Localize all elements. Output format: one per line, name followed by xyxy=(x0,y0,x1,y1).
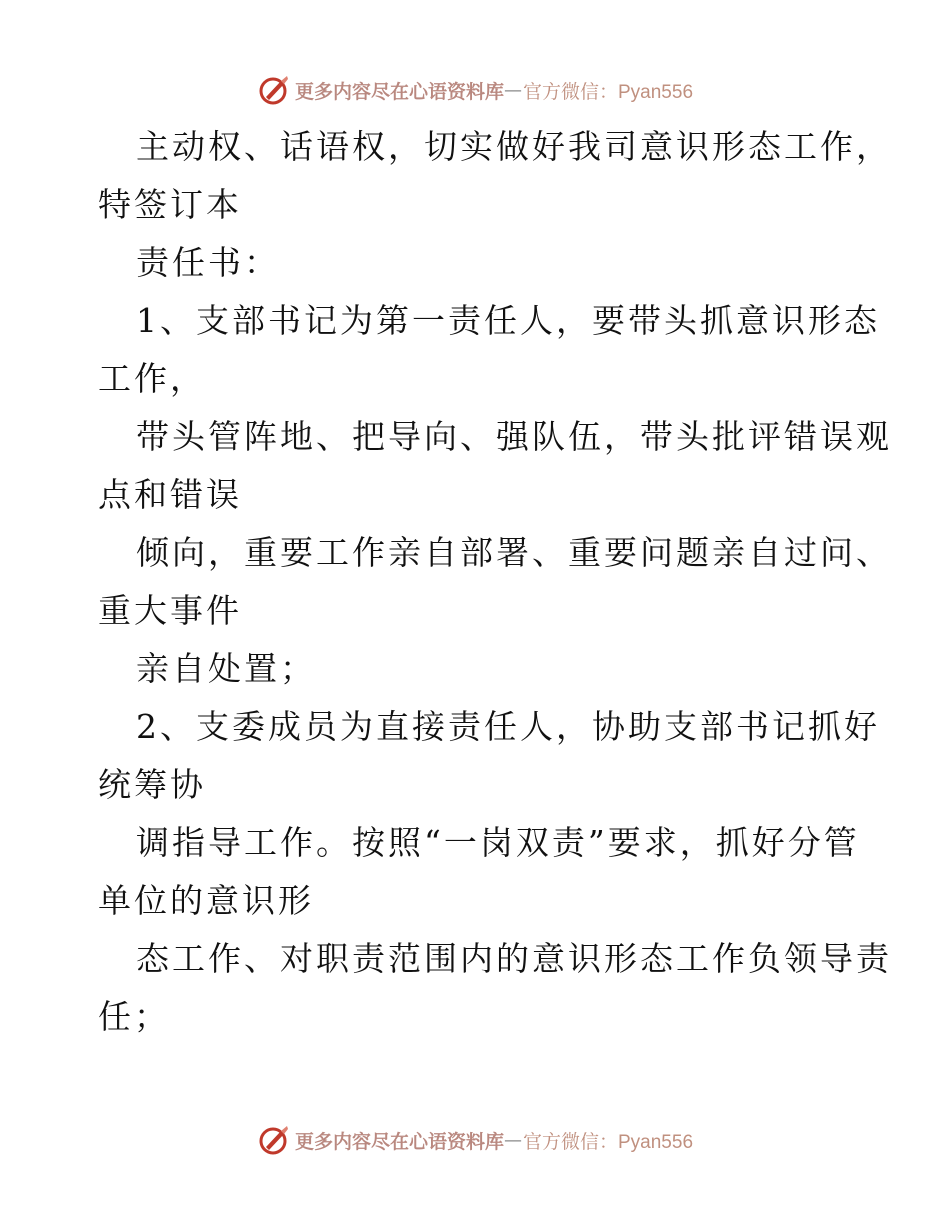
body-line-14: 单位的意识形 xyxy=(98,881,314,920)
document-body xyxy=(98,118,892,1046)
body-line-10: 亲自处置； xyxy=(136,649,316,688)
watermark-separator: — xyxy=(504,1129,523,1151)
watermark-contact: 官方微信：Pyan556 xyxy=(523,1131,694,1153)
body-line-12: 统筹协 xyxy=(98,765,206,804)
watermark-main-text: 更多内容尽在心语资料库 xyxy=(294,1130,504,1153)
body-line-7: 点和错误 xyxy=(98,475,242,514)
body-line-16: 任； xyxy=(98,997,170,1036)
watermark-main-text: 更多内容尽在心语资料库 xyxy=(294,80,504,103)
header-watermark xyxy=(0,70,950,110)
body-line-9: 重大事件 xyxy=(98,591,242,630)
body-line-13: 调指导工作。按照“一岗双责”要求，抓好分管 xyxy=(136,823,860,862)
body-line-1: 主动权、话语权，切实做好我司意识形态工作， xyxy=(136,127,892,166)
watermark-separator: — xyxy=(504,79,523,101)
body-line-6: 带头管阵地、把导向、强队伍，带头批评错误观 xyxy=(136,417,892,456)
footer-watermark xyxy=(0,1120,950,1160)
body-line-11: 2、支委成员为直接责任人，协助支部书记抓好 xyxy=(136,707,880,746)
body-line-2: 特签订本 xyxy=(98,185,242,224)
quill-logo-icon xyxy=(257,1123,291,1157)
quill-logo-icon xyxy=(257,73,291,107)
body-line-15: 态工作、对职责范围内的意识形态工作负领导责 xyxy=(136,939,892,978)
watermark-contact: 官方微信：Pyan556 xyxy=(523,81,694,103)
body-line-4: 1、支部书记为第一责任人，要带头抓意识形态 xyxy=(136,301,880,340)
body-line-5: 工作， xyxy=(98,359,206,398)
body-line-8: 倾向，重要工作亲自部署、重要问题亲自过问、 xyxy=(136,533,892,572)
body-line-3: 责任书： xyxy=(136,243,280,282)
